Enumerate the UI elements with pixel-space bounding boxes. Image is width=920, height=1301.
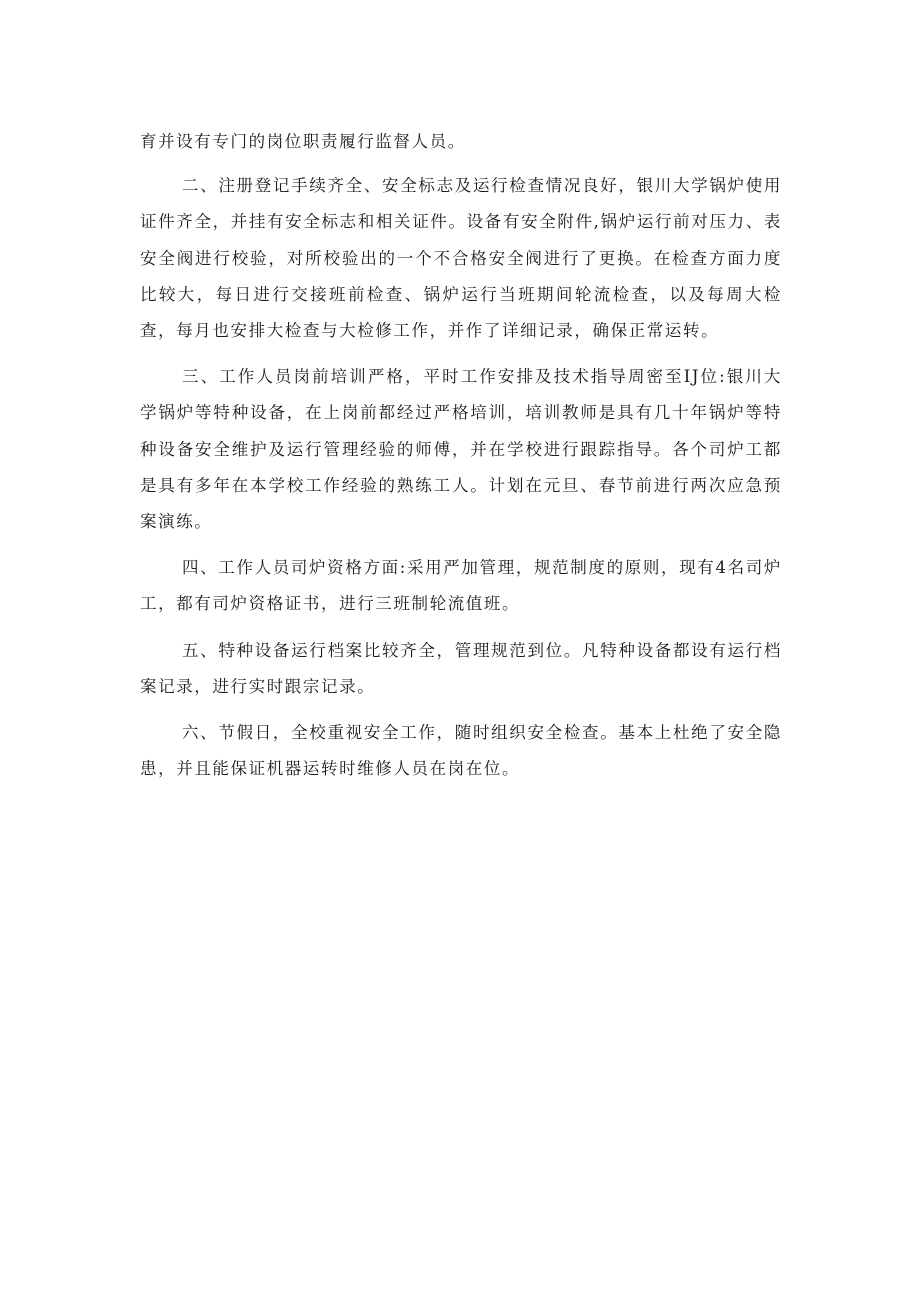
paragraph-equipment-records: 五、特种设备运行档案比较齐全，管理规范到位。凡特种设备都设有运行档案记录，进行实时跟宗记录。 (140, 640, 782, 696)
document-page (140, 124, 782, 797)
paragraph-staff-training: 三、工作人员岗前培训严格，平时工作安排及技术指导周密至IJ位:银川大学锅炉等特种设备，在上岗前都经过严格培训，培训教师是具有几十年锅炉等特种设备安全维护及运行管理经验的师傅，并在学校进行跟踪指导。各个司炉工都是具有多年在本学校工作经验的熟练工人。计划在元旦、春节前进行两次应急预案演练。 (140, 367, 782, 532)
paragraph-holiday-safety: 六、节假日，全校重视安全工作，随时组织安全检查。基本上杜绝了安全隐患，并且能保证机器运转时维修人员在岗在位。 (140, 723, 782, 779)
paragraph-boiler-operator-qualification: 四、工作人员司炉资格方面:采用严加管理，规范制度的原则，现有4名司炉工，都有司炉资格证书，进行三班制轮流值班。 (140, 558, 782, 614)
paragraph-registration-inspection: 二、注册登记手续齐全、安全标志及运行检查情况良好，银川大学锅炉使用证件齐全，并挂有安全标志和相关证件。设备有安全附件,锅炉运行前对压力、表安全阀进行校验，对所校验出的一个不合格安全阀进行了更换。在检查方面力度比较大，每日进行交接班前检查、锅炉运行当班期间轮流检查，以及每周大检查，每月也安排大检查与大检修工作，并作了详细记录，确保正常运转。 (140, 176, 782, 341)
paragraph-continuation: 育并设有专门的岗位职责履行监督人员。 (140, 132, 466, 151)
